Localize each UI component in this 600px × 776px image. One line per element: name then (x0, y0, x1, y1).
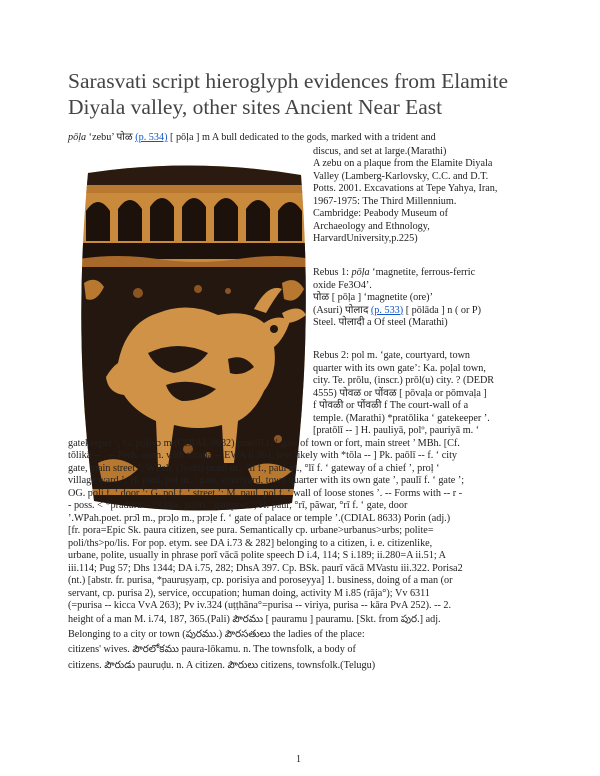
body-line: height of a man M. i.74, 187, 365.(Pali) పౌరము [ pauramu ] pauramu. [Skt. from పుర.] adj. (68, 614, 441, 625)
body-line: gatekeeper ’, G. poḷiyɔ m.(CDIAL 8632) pratōlī f. ‘ gate of town or fort, main street ’ MBh. [Cf. (68, 437, 460, 449)
intro-page-link[interactable]: (p. 534) (135, 132, 168, 143)
intro-rest: [ pōḷa ] m A bull dedicated to the gods, marked with a trident and (167, 132, 436, 143)
rebus1-asuri: (Asuri) पोलाद (313, 304, 371, 316)
rebus2-line: f पोवळी or पोंवळी f The court-wall of a (313, 400, 469, 411)
rebus1-page-link[interactable]: (p. 533) (370, 304, 404, 316)
body-line: (=purisa -- kicca VvA 263); Pv iv.324 (uṭṭhāna°=purisa -- viriya, purisa -- kāra PvA 252). -- 2. (68, 600, 452, 611)
body-line: gate, main street ’; WPah. (Joshi) praul m., °lī f., paul m., °lī f. ‘ gateway of a chief ’, proḷ ‘ (68, 462, 440, 474)
rebus2-line: Rebus 2: pol m. ‘gate, courtyard, town (313, 350, 471, 361)
caption-line: Valley (Lamberg-Karlovsky, C.C. and D.T. (313, 170, 489, 182)
rebus2-line: city. Te. prōlu, (inscr.) prōl(u) city. ? (DEDR (313, 375, 495, 386)
page-title: Sarasvati script hieroglyph evidences from Elamite Diyala valley, other sites Ancient Near East (68, 69, 509, 119)
rebus1-gloss: ‘magnetite, ferrous-ferric (369, 267, 476, 278)
body-line: poli/ths>po/lis. For pop. etym. see DA i.73 & 282] belonging to a citizen, i. e. citizenlike, (68, 537, 433, 549)
rebus1-line (313, 267, 475, 280)
rebus2-line: 4555) पोवळ or पोंवळ [ pōvaḷa or pōmvaḷa ] (313, 387, 487, 399)
body-line: - poss. < *pradura -- : OAw. paüri ‘ gatepost ’; H. paur, °rī, pãwar, °rī f. ‘ gate, door (68, 500, 408, 511)
body-line: [fr. pora=Epic Sk. paura citizen, see pura. Semantically cp. urbane>urbanus>urbs; polite= (68, 525, 434, 536)
caption-line: discus, and set at large.(Marathi) (313, 145, 447, 157)
caption-line: Archaeology and Ethnology, (313, 220, 430, 232)
intro-line (68, 132, 436, 145)
body-line: citizens. పౌరుడు pauruḍu. n. A citizen. పౌరులు citizens, townsfolk.(Telugu) (68, 660, 376, 671)
body-line: tōlikā -- . -- Perh. conn. with tōraṇa -- EWA ii 361, less likely with *tōla -- ] Pk. paōlī -- f. ‘ city (68, 450, 458, 461)
caption-line: Cambridge: Peabody Museum of (313, 208, 448, 219)
rebus1-line: oxide Fe3O4’. (313, 279, 372, 291)
body-line: citizens' wives. పౌరలోకము paura-lōkamu. n. The townsfolk, a body of (68, 644, 356, 655)
page-number: 1 (296, 754, 301, 765)
body-line: Belonging to a city or town (పురము.) పౌరసతులు the ladies of the place: (68, 629, 365, 640)
rebus2-line: quarter with its own gate’: Ka. poḷal town, (313, 362, 486, 374)
rebus1-prefix: Rebus 1: (313, 267, 352, 278)
caption-line: Potts. 2001. Excavations at Tepe Yahya, Iran, (313, 183, 498, 194)
intro-gloss: ‘zebu’ पोळ (86, 132, 136, 143)
intro-word: pōḷa (68, 132, 87, 143)
rebus1-word: pōḷa (351, 267, 370, 278)
rebus1-polada: [ pōlāda ] n ( or P) (403, 304, 481, 316)
body-line: (nt.) [abstr. fr. purisa, *pauruṣyaṃ, cp. porisiya and poroseyya] 1. business, doing of a man (or (68, 575, 453, 586)
body-line: ’.WPah.poet. prɔ̄l m., prɔḷo m., prɔḷe f. ‘ gate of palace or temple ’.(CDIAL 8633) Porin (adj.) (68, 512, 451, 524)
rebus2-line: [pratōlī -- ] H. pauliyā, polº, pauriyā m. ‘ (313, 425, 480, 436)
body-line: OG. poli f. ‘ door ’; G. poḷ f. ‘ street ’; M. paul, poḷ f. ‘ wall of loose stones ’. -- Forms with -- r - (68, 487, 463, 499)
rebus1-line: पोळ [ pōḷa ] ‘magnetite (ore)’ (313, 292, 433, 303)
body-line: iii.114; Pug 57; Dhs 1344; DA i.75, 282; DhsA 397. Cp. BSk. paurī vācā MVastu iii.322. Porisa2 (68, 562, 463, 574)
caption-line: A zebu on a plaque from the Elamite Diyala (313, 158, 493, 169)
caption-line: 1967-1975: The Third Millennium. (313, 195, 457, 207)
rebus1-line (313, 305, 481, 318)
body-line: village ward ’; H. paul, pol m. ‘ gate, courtyard, town quarter with its own gate ’, paulī f. ‘ gate ’; (68, 475, 465, 486)
body-line: urbane, polite, usually in phrase porī vācā polite speech D i.4, 114; S i.189; ii.280=A ii.51; A (68, 550, 447, 561)
caption-line: HarvardUniversity,p.225) (313, 233, 418, 244)
body-line: servant, cp. purisa 2), service, occupation; human doing, activity M i.85 (rāja°); Vv 6311 (68, 587, 430, 599)
rebus2-line: temple. (Marathi) *pratōlika ‘ gatekeeper ’. (313, 412, 490, 424)
rebus1-line: Steel. पोलादी a Of steel (Marathi) (313, 317, 448, 328)
